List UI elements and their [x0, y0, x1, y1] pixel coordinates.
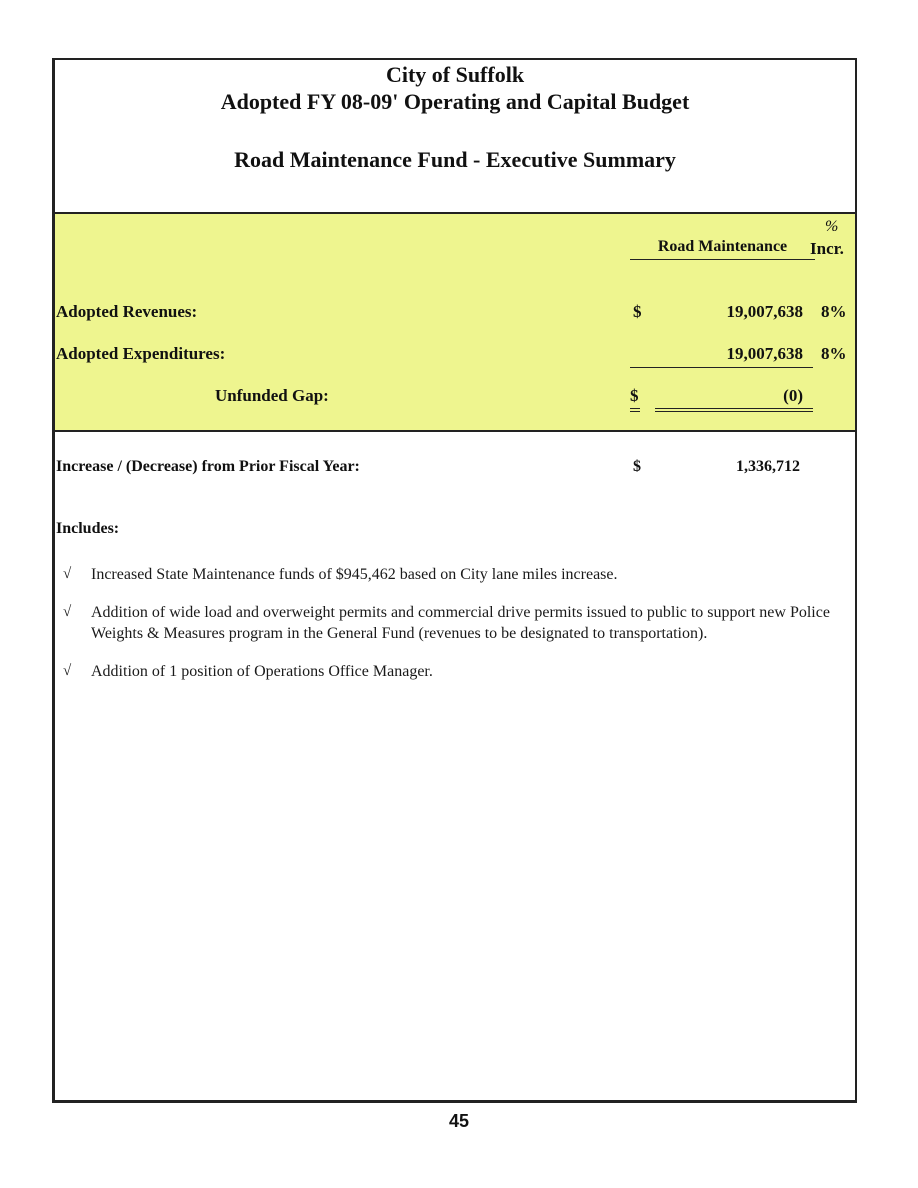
revenues-pct: 8% [821, 302, 847, 321]
includes-list [63, 564, 843, 699]
list-item [63, 661, 843, 682]
check-icon: √ [63, 604, 72, 620]
column-heading-incr: Incr. [810, 239, 844, 258]
expenditures-pct: 8% [821, 344, 847, 363]
fund-title: Road Maintenance Fund - Executive Summary [234, 147, 676, 172]
revenues-label: Adopted Revenues: [56, 302, 198, 321]
list-item [63, 564, 843, 585]
document-header [55, 60, 855, 214]
budget-title: Adopted FY 08-09' Operating and Capital Budget [220, 89, 690, 114]
summary-table [55, 214, 855, 432]
list-item-text: Increased State Maintenance funds of $945,462 based on City lane miles increase. [91, 566, 618, 583]
column-heading-road-maintenance: Road Maintenance [630, 238, 815, 260]
city-title: City of Suffolk [385, 62, 525, 87]
list-item [63, 602, 843, 644]
check-icon: √ [63, 566, 72, 582]
list-item-text: Addition of wide load and overweight permits and commercial drive permits issued to public to support new Police Weights & Measures program in the General Fund (revenues to be designated to transportation). [91, 604, 830, 642]
percent-symbol: % [825, 218, 839, 235]
includes-heading: Includes: [56, 520, 120, 537]
check-icon: √ [63, 663, 72, 679]
change-currency: $ [633, 458, 641, 475]
list-item-text: Addition of 1 position of Operations Office Manager. [91, 663, 433, 680]
page-frame [52, 58, 857, 1103]
expenditures-label: Adopted Expenditures: [56, 344, 226, 363]
unfunded-gap-label: Unfunded Gap: [215, 386, 329, 405]
expenditures-amount: 19,007,638 [630, 344, 813, 368]
change-label: Increase / (Decrease) from Prior Fiscal Year: [56, 458, 360, 475]
revenues-currency: $ [633, 302, 642, 321]
unfunded-gap-amount: (0) [655, 386, 813, 412]
unfunded-gap-currency: $ [630, 386, 640, 412]
page-number: 45 [448, 1111, 470, 1131]
revenues-amount: 19,007,638 [726, 302, 803, 321]
change-amount: 1,336,712 [736, 458, 800, 475]
